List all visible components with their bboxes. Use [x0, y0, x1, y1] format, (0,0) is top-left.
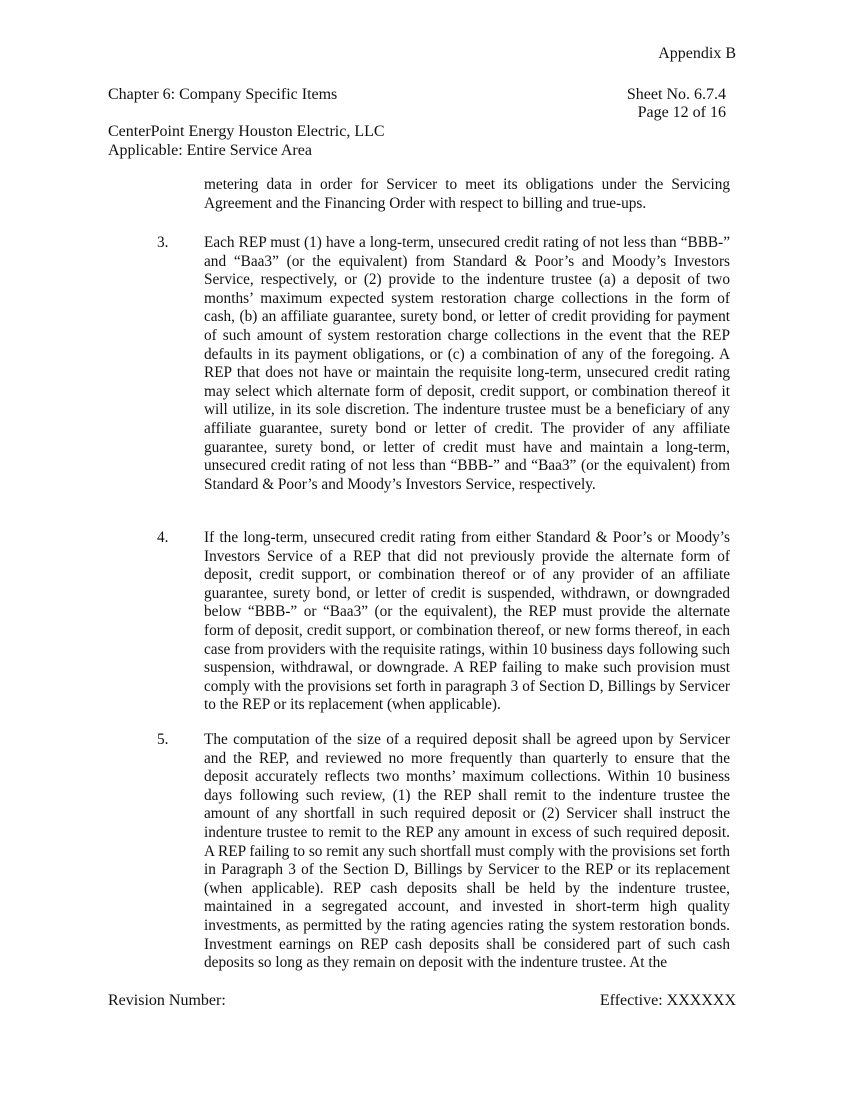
chapter-title: Chapter 6: Company Specific Items: [108, 86, 338, 103]
list-item: [157, 529, 730, 715]
appendix-label: Appendix B: [658, 45, 736, 62]
item-text: The computation of the size of a required deposit shall be agreed upon by Servicer and the REP, and reviewed no more frequently than quarterly to ensure that the deposit accurately reflects two months’ maximum collections. Within 10 business days following such review, (1) the REP shall remit to the indenture trustee the amount of any shortfall in such required deposit or (2) Servicer shall instruct the indenture trustee to remit to the REP any amount in excess of such required deposit. A REP failing to so remit any such shortfall must comply with the provisions set forth in Paragraph 3 of the Section D, Billings by Servicer to the REP or its replacement (when applicable). REP cash deposits shall be held by the indenture trustee, maintained in a segregated account, and invested in short-term high quality investments, as permitted by the rating agencies rating the system restoration bonds. Investment earnings on REP cash deposits shall be considered part of such cash deposits so long as they remain on deposit with the indenture trustee. At the: [204, 731, 730, 972]
item-number: 4.: [157, 529, 169, 546]
item-number: 3.: [157, 234, 169, 251]
effective-date: Effective: XXXXXX: [599, 992, 736, 1009]
intro-paragraph: metering data in order for Servicer to meet its obligations under the Servicing Agreement and the Financing Order with respect to billing and true-ups.: [204, 176, 730, 212]
revision-number: Revision Number:: [108, 992, 226, 1009]
company-name: CenterPoint Energy Houston Electric, LLC: [108, 123, 385, 140]
company-block: [108, 122, 385, 160]
sheet-info: [627, 86, 726, 122]
applicable-area: Applicable: Entire Service Area: [108, 142, 312, 159]
item-number: 5.: [157, 731, 169, 748]
page-number: Page 12 of 16: [637, 104, 726, 121]
item-text: If the long-term, unsecured credit rating from either Standard & Poor’s or Moody’s Investors Service of a REP that did not previously provide the alternate form of deposit, credit support, or combination thereof or of any provider of an affiliate guarantee, surety bond, or letter of credit is suspended, withdrawn, or downgraded below “BBB-” or “Baa3” (or the equivalent), the REP must provide the alternate form of deposit, credit support, or combination thereof, or new forms thereof, in each case from providers with the requisite ratings, within 10 business days following such suspension, withdrawal, or downgrade. A REP failing to make such provision must comply with the provisions set forth in paragraph 3 of Section D, Billings by Servicer to the REP or its replacement (when applicable).: [204, 529, 730, 714]
list-item: [157, 731, 730, 973]
item-text: Each REP must (1) have a long-term, unsecured credit rating of not less than “BBB-” and “Baa3” (or the equivalent) from Standard & Poor’s and Moody’s Investors Service, respectively, or (2) provide to the indenture trustee (a) a deposit of two months’ maximum expected system restoration charge collections in the form of cash, (b) an affiliate guarantee, surety bond, or letter of credit providing for payment of such amount of system restoration charge collections in the event that the REP defaults in its payment obligations, or (c) a combination of any of the foregoing. A REP that does not have or maintain the requisite long-term, unsecured credit rating may select which alternate form of deposit, credit support, or combination thereof it will utilize, in its sole discretion. The indenture trustee must be a beneficiary of any affiliate guarantee, surety bond or letter of credit. The provider of any affiliate guarantee, surety bond, or letter of credit must have and maintain a long-term, unsecured credit rating of not less than “BBB-” and “Baa3” (or the equivalent) from Standard & Poor’s and Moody’s Investors Service, respectively.: [204, 234, 730, 493]
sheet-number: Sheet No. 6.7.4: [626, 86, 726, 103]
list-item: [157, 234, 730, 494]
